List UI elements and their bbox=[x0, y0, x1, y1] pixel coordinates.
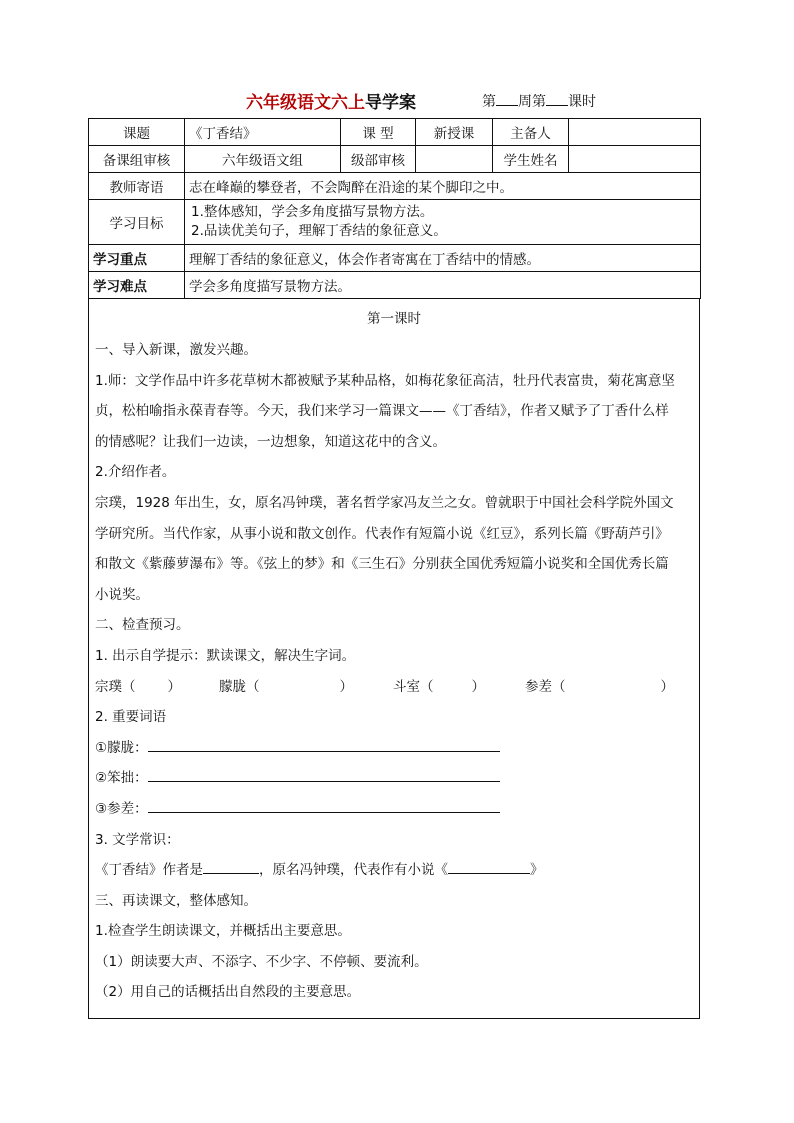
review-label: 备课组审核 bbox=[89, 146, 185, 173]
review-value: 六年级语文组 bbox=[185, 146, 341, 173]
lesson-box bbox=[88, 299, 700, 1019]
header bbox=[0, 88, 794, 112]
type-value: 新授课 bbox=[416, 119, 493, 146]
vocab-row bbox=[95, 794, 693, 825]
fill-row bbox=[95, 855, 693, 886]
author-blank[interactable] bbox=[203, 859, 259, 874]
vocab-label: ①朦胧： bbox=[95, 739, 148, 756]
difficulty-value: 学会多角度描写景物方法。 bbox=[185, 272, 701, 299]
lesson-heading: 第一课时 bbox=[367, 311, 421, 327]
word-close: ） bbox=[471, 678, 485, 695]
topic-value: 《丁香结》 bbox=[185, 119, 341, 146]
vocab-label: ②笨拙： bbox=[95, 770, 148, 787]
lesson-number-blank[interactable] bbox=[546, 93, 568, 106]
week-mid: 周第 bbox=[518, 94, 546, 110]
vocab-row bbox=[95, 763, 693, 794]
fill-text: ，原名冯钟璞，代表作有小说《 bbox=[259, 862, 448, 879]
title-suffix: 导学案 bbox=[365, 93, 416, 113]
fill-text: 《丁香结》作者是 bbox=[95, 862, 203, 879]
word-open: 宗璞（ bbox=[95, 678, 136, 695]
paragraph-line: 宗璞，1928 年出生，女，原名冯钟璞，著名哲学家冯友兰之女。曾就职于中国社会科学院外国文 bbox=[95, 494, 674, 511]
table-row bbox=[89, 200, 701, 245]
question: 1. 出示自学提示：默读课文，解决生字词。 bbox=[95, 647, 356, 664]
message-value: 志在峰巅的攀登者，不会陶醉在沿途的某个脚印之中。 bbox=[185, 173, 701, 200]
student-value[interactable] bbox=[569, 146, 701, 173]
title-grade: 六年级 bbox=[246, 93, 297, 113]
topic-label: 课题 bbox=[89, 119, 185, 146]
table-row bbox=[89, 173, 701, 200]
word-open: 朦胧（ bbox=[219, 678, 260, 695]
week-suffix: 课时 bbox=[568, 94, 596, 110]
vocab-row bbox=[95, 733, 693, 764]
question: 3. 文学常识： bbox=[95, 831, 180, 848]
question: 2. 重要词语 bbox=[95, 709, 167, 726]
vocab-answer-line[interactable] bbox=[148, 737, 500, 752]
vocab-answer-line[interactable] bbox=[148, 767, 500, 782]
info-table bbox=[88, 118, 701, 299]
sub-item: （2）用自己的话概括出自然段的主要意思。 bbox=[95, 984, 361, 1001]
preparer-label: 主备人 bbox=[493, 119, 569, 146]
vocab-label: ③参差： bbox=[95, 800, 148, 817]
paragraph-line: 1.师：文学作品中许多花草树木都被赋予某种品格，如梅花象征高洁，牡丹代表富贵，菊花寓意坚 bbox=[95, 372, 675, 389]
lesson-content bbox=[95, 335, 693, 1008]
dept-label: 级部审核 bbox=[341, 146, 416, 173]
word-close: ） bbox=[167, 678, 181, 695]
pinyin-row bbox=[95, 672, 693, 703]
table-row bbox=[89, 245, 701, 272]
word-open: 斗室（ bbox=[393, 678, 434, 695]
question: 1.检查学生朗读课文，并概括出主要意思。 bbox=[95, 923, 351, 940]
week-number-blank[interactable] bbox=[496, 93, 518, 106]
section-title: 三、再读课文，整体感知。 bbox=[95, 892, 257, 909]
goals-label: 学习目标 bbox=[89, 200, 185, 245]
paragraph-line: 2.介绍作者。 bbox=[95, 464, 176, 481]
difficulty-label: 学习难点 bbox=[89, 272, 185, 299]
goal-item: 2.品读优美句子，理解丁香结的象征意义。 bbox=[191, 223, 447, 239]
page-title bbox=[246, 88, 416, 113]
week-lesson-field bbox=[482, 91, 596, 111]
dept-value[interactable] bbox=[416, 146, 493, 173]
student-label: 学生姓名 bbox=[493, 146, 569, 173]
paragraph-line: 贞，松柏喻指永葆青春等。今天，我们来学习一篇课文——《丁香结》，作者又赋予了丁香什么样 bbox=[95, 403, 669, 420]
novel-blank[interactable] bbox=[448, 859, 530, 874]
goals-value bbox=[185, 200, 701, 245]
message-label: 教师寄语 bbox=[89, 173, 185, 200]
section-title: 一、导入新课，激发兴趣。 bbox=[95, 342, 257, 358]
table-row bbox=[89, 272, 701, 299]
word-close: ） bbox=[660, 678, 674, 695]
preparer-value[interactable] bbox=[569, 119, 701, 146]
fill-text: 》 bbox=[530, 862, 544, 879]
key-label: 学习重点 bbox=[89, 245, 185, 272]
week-prefix: 第 bbox=[482, 94, 496, 110]
type-label: 课 型 bbox=[341, 119, 416, 146]
title-subject: 语文六上 bbox=[297, 93, 365, 113]
table-row bbox=[89, 146, 701, 173]
goal-item: 1.整体感知，学会多角度描写景物方法。 bbox=[191, 204, 434, 220]
key-value: 理解丁香结的象征意义，体会作者寄寓在丁香结中的情感。 bbox=[185, 245, 701, 272]
paragraph-line: 学研究所。当代作家，从事小说和散文创作。代表作有短篇小说《红豆》，系列长篇《野葫芦引》 bbox=[95, 525, 669, 542]
word-close: ） bbox=[339, 678, 353, 695]
sub-item: （1）朗读要大声、不添字、不少字、不停顿、要流利。 bbox=[95, 953, 428, 970]
section-title: 二、检查预习。 bbox=[95, 617, 190, 634]
word-open: 参差（ bbox=[525, 678, 566, 695]
paragraph-line: 的情感呢？让我们一边读，一边想象，知道这花中的含义。 bbox=[95, 433, 446, 450]
vocab-answer-line[interactable] bbox=[148, 798, 500, 813]
paragraph-line: 和散文《紫藤萝瀑布》等。《弦上的梦》和《三生石》分别获全国优秀短篇小说奖和全国优秀长篇 bbox=[95, 556, 669, 573]
paragraph-line: 小说奖。 bbox=[95, 586, 149, 603]
table-row bbox=[89, 119, 701, 146]
